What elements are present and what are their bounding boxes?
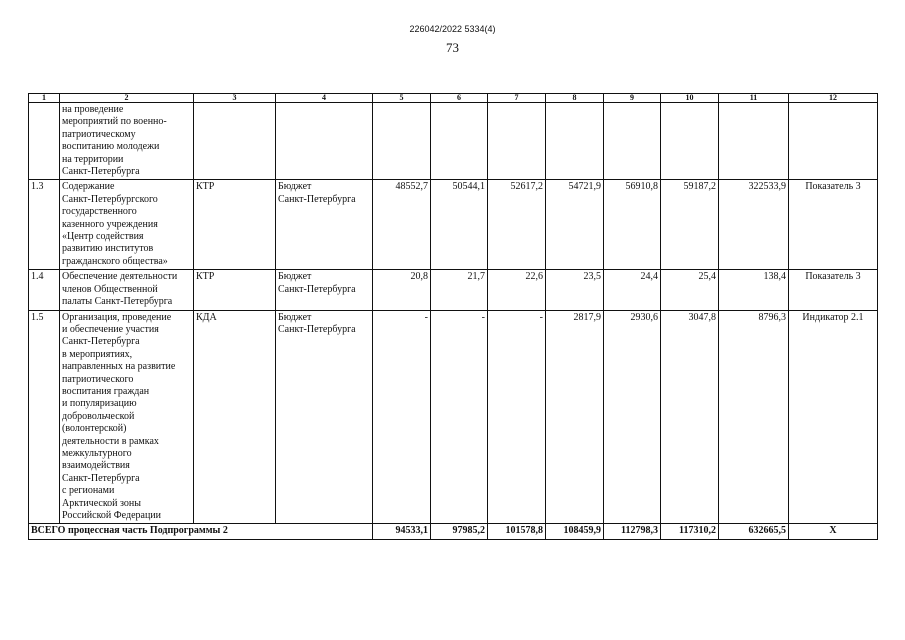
row-value: 50544,1 (431, 180, 488, 270)
row-value: 2930,6 (604, 310, 661, 524)
funding-line: Бюджет (278, 181, 312, 193)
description-line: на проведение (62, 104, 124, 115)
total-value: 117310,2 (661, 524, 719, 539)
description-line: и обеспечение участия (62, 323, 159, 335)
row-indicator (789, 103, 878, 180)
row-value (661, 103, 719, 180)
column-header: 7 (488, 94, 546, 103)
column-number-row (29, 94, 878, 103)
funding-line: Санкт-Петербурга (278, 323, 356, 335)
page-number: 73 (446, 40, 459, 55)
row-funding-source (276, 310, 373, 524)
description-line: палаты Санкт-Петербурга (62, 296, 173, 308)
row-description (60, 103, 194, 180)
row-value: 52617,2 (488, 180, 546, 270)
row-value (719, 103, 789, 180)
total-value: 112798,3 (604, 524, 661, 539)
description-line: воспитанию молодежи (62, 141, 160, 153)
total-value: 108459,9 (546, 524, 604, 539)
description-line: на территории (62, 153, 124, 165)
row-value: 56910,8 (604, 180, 661, 270)
row-value: 138,4 (719, 270, 789, 310)
row-value: 21,7 (431, 270, 488, 310)
description-line: Санкт-Петербургского (62, 193, 158, 205)
row-description (60, 270, 194, 310)
description-line: взаимодействия (62, 460, 130, 472)
row-value: 25,4 (661, 270, 719, 310)
description-line: государственного (62, 206, 137, 218)
row-value: 322533,9 (719, 180, 789, 270)
description-line: (волонтерской) (62, 423, 127, 435)
budget-table (28, 93, 878, 540)
total-value: 94533,1 (373, 524, 431, 539)
row-number: 1.3 (29, 180, 60, 270)
description-line: Содержание (62, 181, 115, 193)
column-header: 12 (789, 94, 878, 103)
row-value: 2817,9 (546, 310, 604, 524)
description-line: членов Общественной (62, 283, 158, 295)
column-header: 6 (431, 94, 488, 103)
row-executor (194, 103, 276, 180)
row-description (60, 180, 194, 270)
document-code: 226042/2022 5334(4) (409, 24, 496, 34)
row-value: - (488, 310, 546, 524)
row-executor: КТР (194, 180, 276, 270)
row-executor: КДА (194, 310, 276, 524)
row-value (488, 103, 546, 180)
funding-line: Бюджет (278, 271, 312, 283)
description-line: Обеспечение деятельности (62, 271, 178, 283)
description-line: Санкт-Петербурга (62, 472, 140, 484)
row-indicator: Показатель 3 (789, 180, 878, 270)
table-row (29, 310, 878, 524)
column-header: 2 (60, 94, 194, 103)
description-line: направленных на развитие (62, 361, 176, 373)
funding-line: Санкт-Петербурга (278, 193, 356, 205)
description-line: мероприятий по военно- (62, 116, 167, 128)
row-value: 3047,8 (661, 310, 719, 524)
total-value: 97985,2 (431, 524, 488, 539)
row-value (546, 103, 604, 180)
description-line: патриотического (62, 373, 134, 385)
funding-line: Санкт-Петербурга (278, 283, 356, 295)
description-line: добровольческой (62, 410, 135, 422)
description-line: межкультурного (62, 447, 132, 459)
column-header: 11 (719, 94, 789, 103)
row-value: 54721,9 (546, 180, 604, 270)
row-value: - (373, 310, 431, 524)
row-value: 8796,3 (719, 310, 789, 524)
description-line: Организация, проведение (62, 311, 172, 323)
table-row (29, 270, 878, 310)
description-line: патриотическому (62, 128, 136, 140)
description-line: с регионами (62, 485, 115, 497)
description-line: Санкт-Петербурга (62, 166, 140, 178)
row-description (60, 310, 194, 524)
row-funding-source (276, 270, 373, 310)
row-value: 59187,2 (661, 180, 719, 270)
description-line: в мероприятиях, (62, 348, 133, 360)
table-row (29, 180, 878, 270)
column-header: 3 (194, 94, 276, 103)
row-funding-source (276, 180, 373, 270)
description-line: воспитания граждан (62, 385, 150, 397)
row-value: - (431, 310, 488, 524)
row-executor: КТР (194, 270, 276, 310)
row-number: 1.5 (29, 310, 60, 524)
description-line: Арктической зоны (62, 497, 141, 509)
row-value: 24,4 (604, 270, 661, 310)
total-indicator: X (789, 524, 878, 539)
row-number: 1.4 (29, 270, 60, 310)
description-line: «Центр содействия (62, 231, 144, 243)
row-value (604, 103, 661, 180)
row-indicator: Показатель 3 (789, 270, 878, 310)
funding-line: Бюджет (278, 311, 312, 323)
description-line: Санкт-Петербурга (62, 336, 140, 348)
description-line: казенного учреждения (62, 218, 158, 230)
row-value: 48552,7 (373, 180, 431, 270)
row-value: 20,8 (373, 270, 431, 310)
row-number (29, 103, 60, 180)
column-header: 10 (661, 94, 719, 103)
description-line: Российской Федерации (62, 510, 162, 521)
row-value: 23,5 (546, 270, 604, 310)
column-header: 8 (546, 94, 604, 103)
description-line: гражданского общества» (62, 255, 168, 267)
row-funding-source (276, 103, 373, 180)
row-value: 22,6 (488, 270, 546, 310)
description-line: деятельности в рамках (62, 435, 159, 447)
row-value (431, 103, 488, 180)
total-value: 632665,5 (719, 524, 789, 539)
column-header: 5 (373, 94, 431, 103)
total-row (29, 524, 878, 539)
row-value (373, 103, 431, 180)
column-header: 1 (29, 94, 60, 103)
total-label: ВСЕГО процессная часть Подпрограммы 2 (29, 524, 373, 539)
row-indicator: Индикатор 2.1 (789, 310, 878, 524)
column-header: 4 (276, 94, 373, 103)
column-header: 9 (604, 94, 661, 103)
table-row (29, 103, 878, 180)
description-line: развитию институтов (62, 243, 154, 255)
total-value: 101578,8 (488, 524, 546, 539)
description-line: и популяризацию (62, 398, 137, 410)
